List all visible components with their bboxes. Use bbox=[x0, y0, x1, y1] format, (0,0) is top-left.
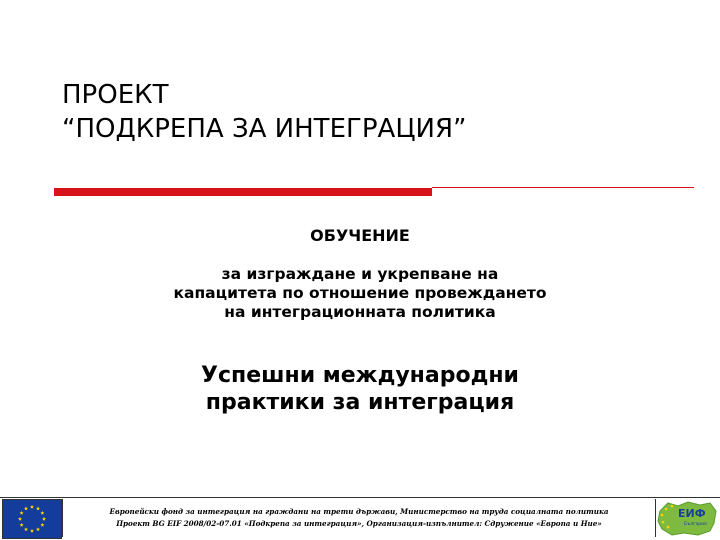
footer-line-1: Европейски фонд за интеграция на граждани на трети държави, Министерство на труда социалната политика bbox=[109, 507, 609, 516]
headline-line-2: практики за интеграция bbox=[205, 390, 515, 415]
body-line-1: за изграждане и укрепване на bbox=[221, 265, 499, 283]
footer-line-2: Проект BG EIF 2008/02-07.01 «Подкрепа за интеграция», Организация-изпълнител: Сдружение «Европа и Ние» bbox=[116, 519, 602, 528]
eu-star-icon bbox=[40, 523, 44, 527]
eu-star-icon bbox=[20, 511, 24, 515]
eu-star-icon bbox=[30, 505, 34, 509]
eu-star-icon bbox=[24, 506, 28, 510]
eu-star-icon bbox=[36, 527, 40, 531]
title-line-2: “ПОДКРЕПА ЗА ИНТЕГРАЦИЯ” bbox=[62, 114, 467, 144]
eu-star-icon bbox=[30, 529, 34, 533]
eif-sublabel: България bbox=[684, 522, 707, 527]
title-rule-thin bbox=[432, 187, 694, 188]
eu-flag-icon bbox=[2, 499, 62, 539]
subtitle: ОБУЧЕНИЕ bbox=[310, 226, 410, 245]
title-rule-thick bbox=[54, 188, 432, 196]
headline-line-1: Успешни международни bbox=[201, 363, 519, 388]
body-line-3: на интеграционната политика bbox=[224, 303, 496, 321]
eu-star-icon bbox=[20, 523, 24, 527]
eif-label: ЕИФ bbox=[678, 507, 706, 520]
eu-star-icon bbox=[36, 506, 40, 510]
eu-star-icon bbox=[24, 527, 28, 531]
headline bbox=[0, 362, 720, 416]
eu-star-icon bbox=[18, 517, 22, 521]
eif-logo-icon bbox=[654, 497, 720, 540]
footer bbox=[0, 497, 720, 540]
footer-divider bbox=[0, 497, 720, 498]
eu-star-icon bbox=[40, 511, 44, 515]
title-line-1: ПРОЕКТ bbox=[62, 80, 169, 110]
page-title bbox=[62, 78, 467, 146]
footer-text-box bbox=[62, 499, 656, 537]
eu-star-icon bbox=[42, 517, 46, 521]
body-line-2: капацитета по отношение провеждането bbox=[173, 284, 547, 302]
body-text bbox=[0, 265, 720, 322]
